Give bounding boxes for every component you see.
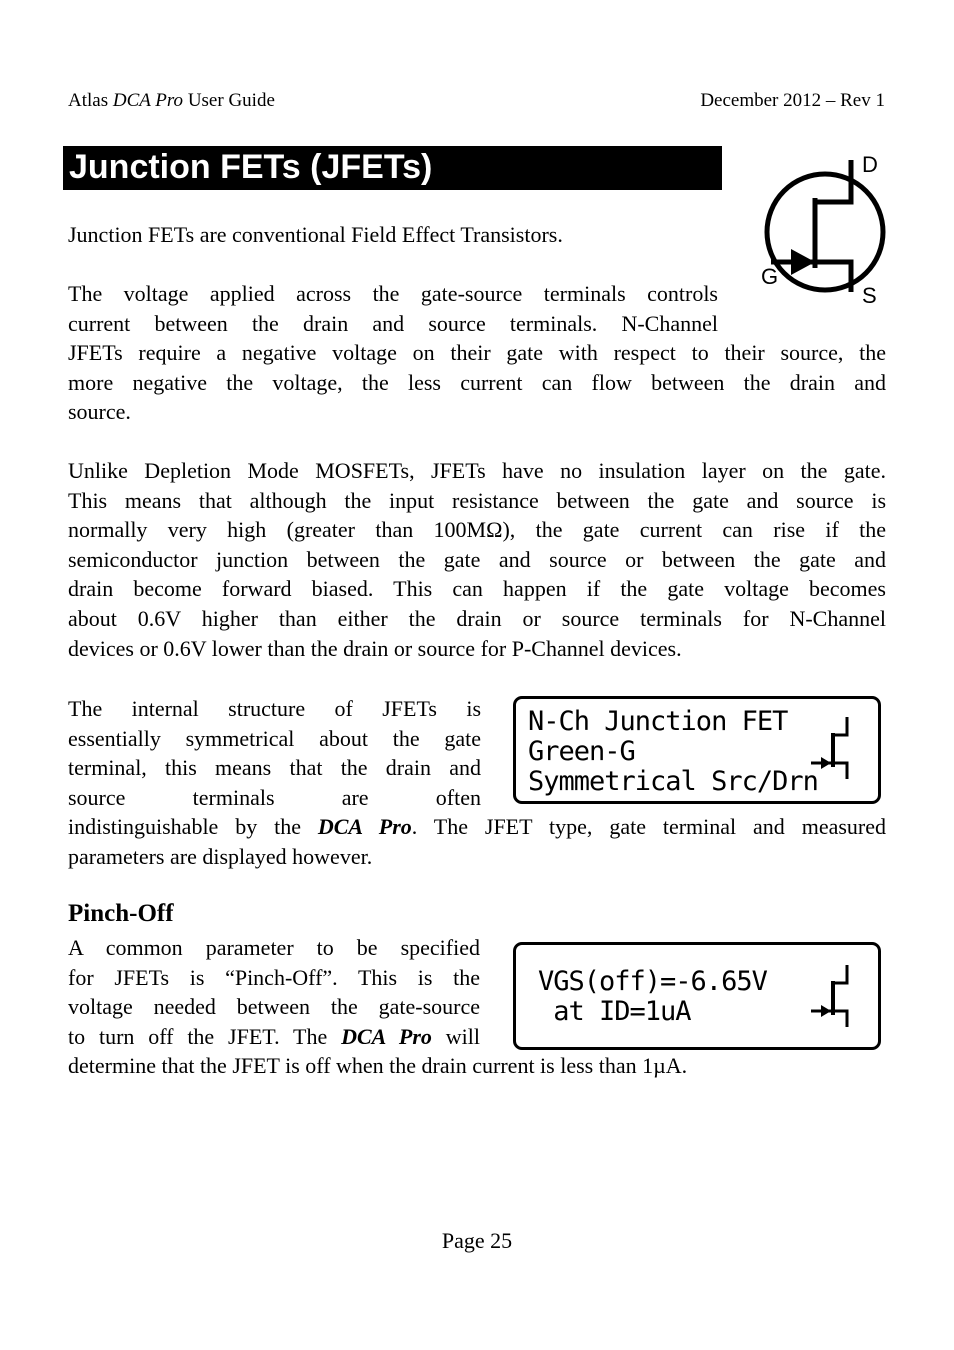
page-number: Page 25 bbox=[441, 1228, 513, 1253]
text-line: source terminals are often bbox=[68, 784, 481, 810]
intro-text: Junction FETs are conventional Field Effect Transistors. bbox=[68, 222, 563, 247]
text-line: essentially symmetrical about the gate bbox=[68, 725, 481, 751]
text-line: A common parameter to be specified bbox=[68, 935, 480, 960]
drain-label: D bbox=[862, 152, 878, 177]
text-fragment: . The JFET type, gate terminal and measured bbox=[411, 814, 886, 840]
text-line bbox=[68, 1022, 480, 1052]
lcd-line: N-Ch Junction FET bbox=[528, 706, 788, 737]
intro-paragraph bbox=[68, 220, 563, 250]
source-label: S bbox=[862, 283, 877, 308]
text-line: This means that although the input resistance between the gate and source is bbox=[68, 487, 886, 513]
text-line: normally very high (greater than 100MΩ), the gate current can rise if the bbox=[68, 517, 886, 543]
text-fragment: to turn off the JFET. The bbox=[68, 1023, 342, 1049]
text-line: current between the drain and source terminals. N-Channel bbox=[68, 310, 718, 336]
lcd-jfet-icon bbox=[809, 963, 857, 1029]
text-fragment: will bbox=[431, 1023, 480, 1049]
text-line bbox=[68, 812, 886, 842]
text-line: terminal, this means that the drain and bbox=[68, 755, 481, 781]
header-product: DCA Pro bbox=[112, 90, 184, 111]
text-line: drain become forward biased. This can happen if the gate voltage becomes bbox=[68, 576, 886, 602]
text-line: source. bbox=[68, 399, 131, 425]
text-line: semiconductor junction between the gate and source or between the gate and bbox=[68, 546, 886, 572]
text-line: Unlike Depletion Mode MOSFETs, JFETs have no insulation layer on the gate. bbox=[68, 458, 886, 483]
pinch-off-heading: Pinch-Off bbox=[68, 900, 174, 927]
lcd-line: Symmetrical Src/Drn bbox=[528, 766, 818, 797]
gate-label: G bbox=[761, 264, 779, 289]
section-title: Junction FETs (JFETs) bbox=[69, 148, 433, 186]
lcd-line: VGS(off)=-6.65V bbox=[538, 966, 767, 997]
text-line: The voltage applied across the gate-source terminals controls bbox=[68, 281, 718, 306]
lcd-jfet-icon bbox=[809, 715, 857, 781]
text-line: for JFETs is “Pinch-Off”. This is the bbox=[68, 964, 480, 990]
text-line: more negative the voltage, the less current can flow between the drain and bbox=[68, 369, 886, 395]
section-title-bar bbox=[63, 146, 722, 190]
header-prefix: Atlas bbox=[68, 90, 113, 111]
gate-voltage-paragraph bbox=[68, 279, 886, 427]
text-line: devices or 0.6V lower than the drain or source for P-Channel devices. bbox=[68, 635, 682, 661]
text-line: voltage needed between the gate-source bbox=[68, 994, 480, 1020]
running-header-left bbox=[68, 90, 275, 112]
product-name: DCA Pro bbox=[317, 814, 412, 840]
lcd-line: Green-G bbox=[528, 736, 635, 767]
insulation-paragraph bbox=[68, 456, 886, 663]
lcd-display-pinch-off bbox=[513, 942, 881, 1050]
lcd-display-jfet-type bbox=[513, 696, 881, 804]
running-header-right: December 2012 – Rev 1 bbox=[700, 90, 885, 111]
text-line: The internal structure of JFETs is bbox=[68, 696, 481, 721]
text-line: determine that the JFET is off when the drain current is less than 1µA. bbox=[68, 1053, 688, 1079]
text-line: parameters are displayed however. bbox=[68, 843, 373, 869]
text-line: JFETs require a negative voltage on their gate with respect to their source, the bbox=[68, 340, 886, 366]
product-name: DCA Pro bbox=[341, 1023, 432, 1049]
lcd-line: at ID=1uA bbox=[538, 996, 691, 1027]
header-suffix: User Guide bbox=[183, 90, 275, 111]
text-fragment: indistinguishable by the bbox=[68, 814, 318, 840]
text-line: about 0.6V higher than either the drain or source terminals for N-Channel bbox=[68, 605, 886, 631]
